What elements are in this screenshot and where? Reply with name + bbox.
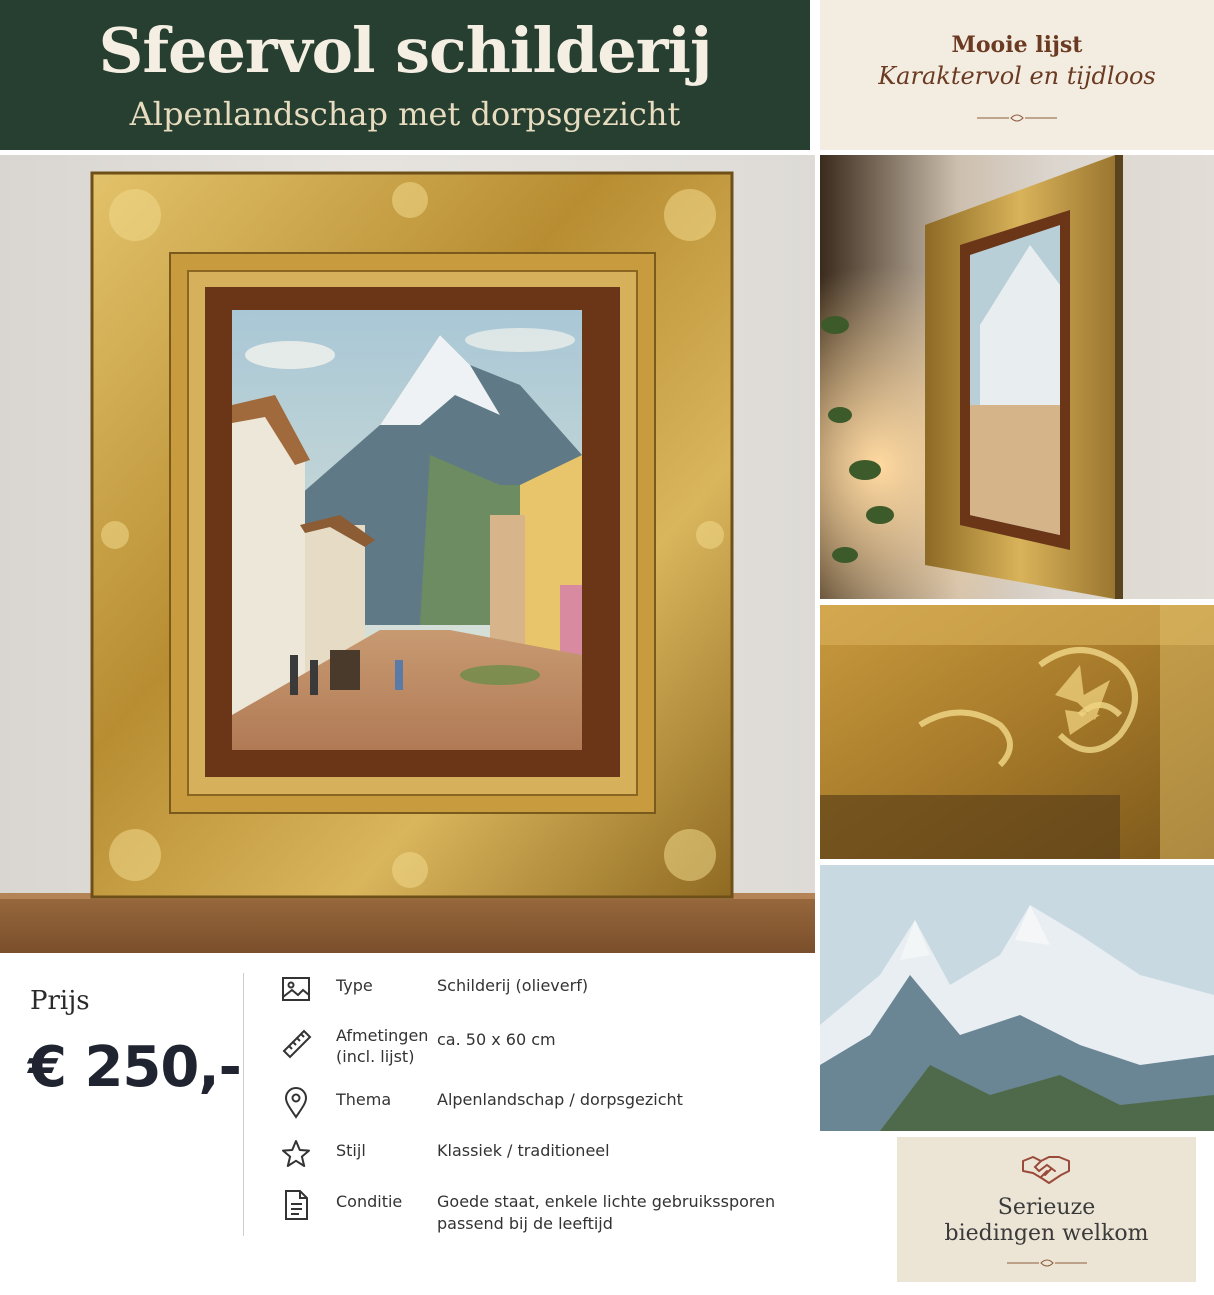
- spec-value: Alpenlandschap / dorpsgezicht: [437, 1090, 683, 1109]
- price-value: € 250,-: [28, 1035, 241, 1100]
- spec-key: Thema: [336, 1090, 392, 1109]
- ruler-icon: [280, 1027, 312, 1059]
- page-title: Sfeervol schilderij: [98, 14, 712, 87]
- framed-painting-illustration: [0, 155, 815, 953]
- side-view-illustration: [820, 155, 1214, 599]
- spec-value: Schilderij (olieverf): [437, 976, 589, 995]
- spec-key: Conditie: [336, 1192, 403, 1211]
- main-product-photo[interactable]: [0, 155, 815, 953]
- document-icon: [280, 1189, 312, 1221]
- ornament-divider-icon: [1007, 1257, 1087, 1269]
- side-view-photo[interactable]: [820, 155, 1214, 599]
- handshake-icon: [1021, 1149, 1071, 1187]
- mountain-detail-photo[interactable]: [820, 865, 1214, 1131]
- tagline-text: Karaktervol en tijdloos: [878, 62, 1156, 90]
- tagline-panel: [820, 0, 1214, 150]
- spec-value: ca. 50 x 60 cm: [437, 1030, 556, 1049]
- frame-corner-photo[interactable]: [820, 605, 1214, 859]
- offer-line-1: Serieuze: [997, 1195, 1096, 1220]
- header-banner: [0, 0, 810, 150]
- location-pin-icon: [280, 1087, 312, 1119]
- spec-value: Klassiek / traditioneel: [437, 1141, 610, 1160]
- spec-key: Type: [336, 976, 373, 995]
- offer-panel: [897, 1137, 1196, 1282]
- product-info-section: [0, 953, 815, 1295]
- frame-corner-illustration: [820, 605, 1214, 859]
- star-icon: [280, 1138, 312, 1170]
- vertical-divider: [243, 973, 244, 1236]
- spec-key: Afmetingen (incl. lijst): [336, 1026, 429, 1066]
- page-subtitle: Alpenlandschap met dorpsgezicht: [129, 95, 681, 133]
- image-icon: [280, 973, 312, 1005]
- mountain-detail-illustration: [820, 865, 1214, 1131]
- spec-key: Stijl: [336, 1141, 366, 1160]
- spec-value: Goede staat, enkele lichte gebruikssporen passend bij de leeftijd: [437, 1192, 776, 1233]
- ornament-divider-icon: [977, 112, 1057, 124]
- offer-line-2: biedingen welkom: [944, 1221, 1149, 1246]
- price-label: Prijs: [30, 986, 90, 1016]
- tagline-heading: Mooie lijst: [951, 32, 1083, 58]
